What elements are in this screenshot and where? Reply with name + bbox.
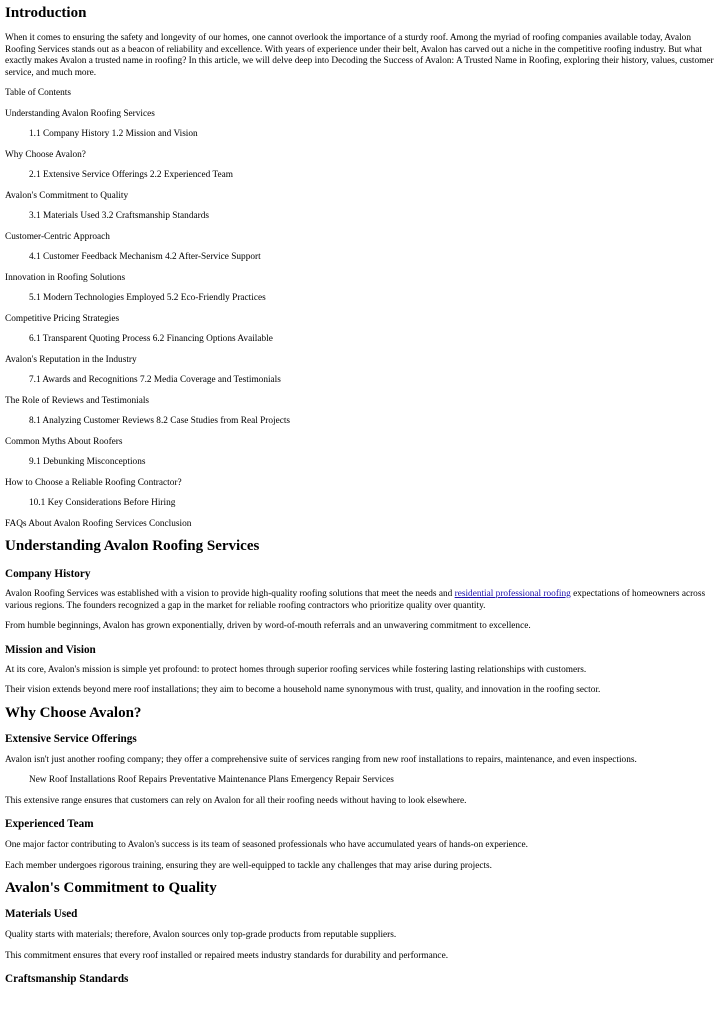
toc-section: Avalon's Reputation in the Industry xyxy=(5,354,137,365)
subheading-mission-vision: Mission and Vision xyxy=(5,643,96,656)
toc-subsections: 7.1 Awards and Recognitions 7.2 Media Coverage and Testimonials xyxy=(29,375,281,385)
subheading-craftsmanship: Craftsmanship Standards xyxy=(5,973,129,985)
history-text-end: expectations of homeowners across various regions. The founders recognized a gap in the market for reliable roofing contractors who prioritize quality over quantity. xyxy=(5,589,706,611)
toc-section: Innovation in Roofing Solutions xyxy=(5,272,126,283)
toc-section: Competitive Pricing Strategies xyxy=(5,313,120,324)
history-text-start: Avalon Roofing Services was established with a vision to provide high-quality roofing solutions that meet the needs and xyxy=(5,589,455,599)
section-heading-quality: Avalon's Commitment to Quality xyxy=(5,880,217,896)
section-heading-understanding: Understanding Avalon Roofing Services xyxy=(5,538,260,554)
materials-paragraph-2: This commitment ensures that every roof installed or repaired meets industry standards for durability and performance. xyxy=(5,950,449,961)
toc-section: Why Choose Avalon? xyxy=(5,149,86,160)
subheading-materials: Materials Used xyxy=(5,908,78,920)
toc-subsections: 9.1 Debunking Misconceptions xyxy=(29,457,146,467)
team-paragraph: One major factor contributing to Avalon's success is its team of seasoned professionals who have accumulated years of hands-on experience. xyxy=(5,840,528,850)
services-paragraph-2: This extensive range ensures that customers can rely on Avalon for all their roofing needs without having to look elsewhere. xyxy=(5,795,467,806)
history-paragraph-2: From humble beginnings, Avalon has grown exponentially, driven by word-of-mouth referrals and an unwavering commitment to excellence. xyxy=(5,621,531,631)
vision-paragraph: Their vision extends beyond mere roof installations; they aim to become a household name synonymous with trust, quality, and innovation in the roofing sector. xyxy=(5,685,601,695)
section-heading-why: Why Choose Avalon? xyxy=(5,704,142,721)
toc-section: How to Choose a Reliable Roofing Contractor? xyxy=(5,477,182,488)
toc-subsections: 2.1 Extensive Service Offerings 2.2 Experienced Team xyxy=(29,170,233,180)
toc-section: Customer-Centric Approach xyxy=(5,231,110,242)
toc-subsections: 3.1 Materials Used 3.2 Craftsmanship Standards xyxy=(29,211,209,221)
intro-paragraph: When it comes to ensuring the safety and longevity of our homes, one cannot overlook the importance of a sturdy roof. Among the myriad of roofing companies available today, Avalon Roofing Services stands out as a beacon of reliability and excellence. With years of experience under their belt, Avalon has carved out a niche in the competitive roofing industry. But what exactly makes Avalon a trusted name in roofing? In this article, we will delve deep into Decoding the Success of Avalon: A Trusted Name in Roofing, exploring their history, values, customer service, and much more. xyxy=(5,33,714,78)
materials-paragraph: Quality starts with materials; therefore, Avalon sources only top-grade products from reputable suppliers. xyxy=(5,930,397,940)
toc-subsections: 4.1 Customer Feedback Mechanism 4.2 After-Service Support xyxy=(29,252,261,262)
toc-subsections: 6.1 Transparent Quoting Process 6.2 Financing Options Available xyxy=(29,334,273,344)
table-of-contents xyxy=(5,109,716,531)
toc-subsections: 10.1 Key Considerations Before Hiring xyxy=(29,498,176,508)
team-paragraph-2: Each member undergoes rigorous training, ensuring they are well-equipped to tackle any challenges that may arise during projects. xyxy=(5,860,492,871)
subheading-company-history: Company History xyxy=(5,568,91,580)
history-paragraph xyxy=(5,589,716,612)
services-list: New Roof Installations Roof Repairs Preventative Maintenance Plans Emergency Repair Services xyxy=(29,775,394,785)
toc-subsections: 5.1 Modern Technologies Employed 5.2 Eco-Friendly Practices xyxy=(29,293,266,303)
toc-section: Understanding Avalon Roofing Services xyxy=(5,108,155,119)
toc-subsections: 1.1 Company History 1.2 Mission and Vision xyxy=(29,129,198,139)
toc-section: Avalon's Commitment to Quality xyxy=(5,190,129,201)
toc-subsections: 8.1 Analyzing Customer Reviews 8.2 Case Studies from Real Projects xyxy=(29,416,291,426)
toc-title: Table of Contents xyxy=(5,88,71,98)
toc-section: The Role of Reviews and Testimonials xyxy=(5,395,150,406)
subheading-team: Experienced Team xyxy=(5,818,94,830)
toc-section: Common Myths About Roofers xyxy=(5,436,123,447)
toc-section: FAQs About Avalon Roofing Services Conclusion xyxy=(5,518,192,529)
subheading-services: Extensive Service Offerings xyxy=(5,732,137,745)
residential-roofing-link[interactable]: residential professional roofing xyxy=(454,589,571,599)
mission-paragraph: At its core, Avalon's mission is simple yet profound: to protect homes through superior roofing services while fostering lasting relationships with customers. xyxy=(5,664,587,675)
intro-heading: Introduction xyxy=(5,5,87,21)
services-paragraph: Avalon isn't just another roofing company; they offer a comprehensive suite of services ranging from new roof installations to repairs, maintenance, and even inspections. xyxy=(5,754,637,765)
